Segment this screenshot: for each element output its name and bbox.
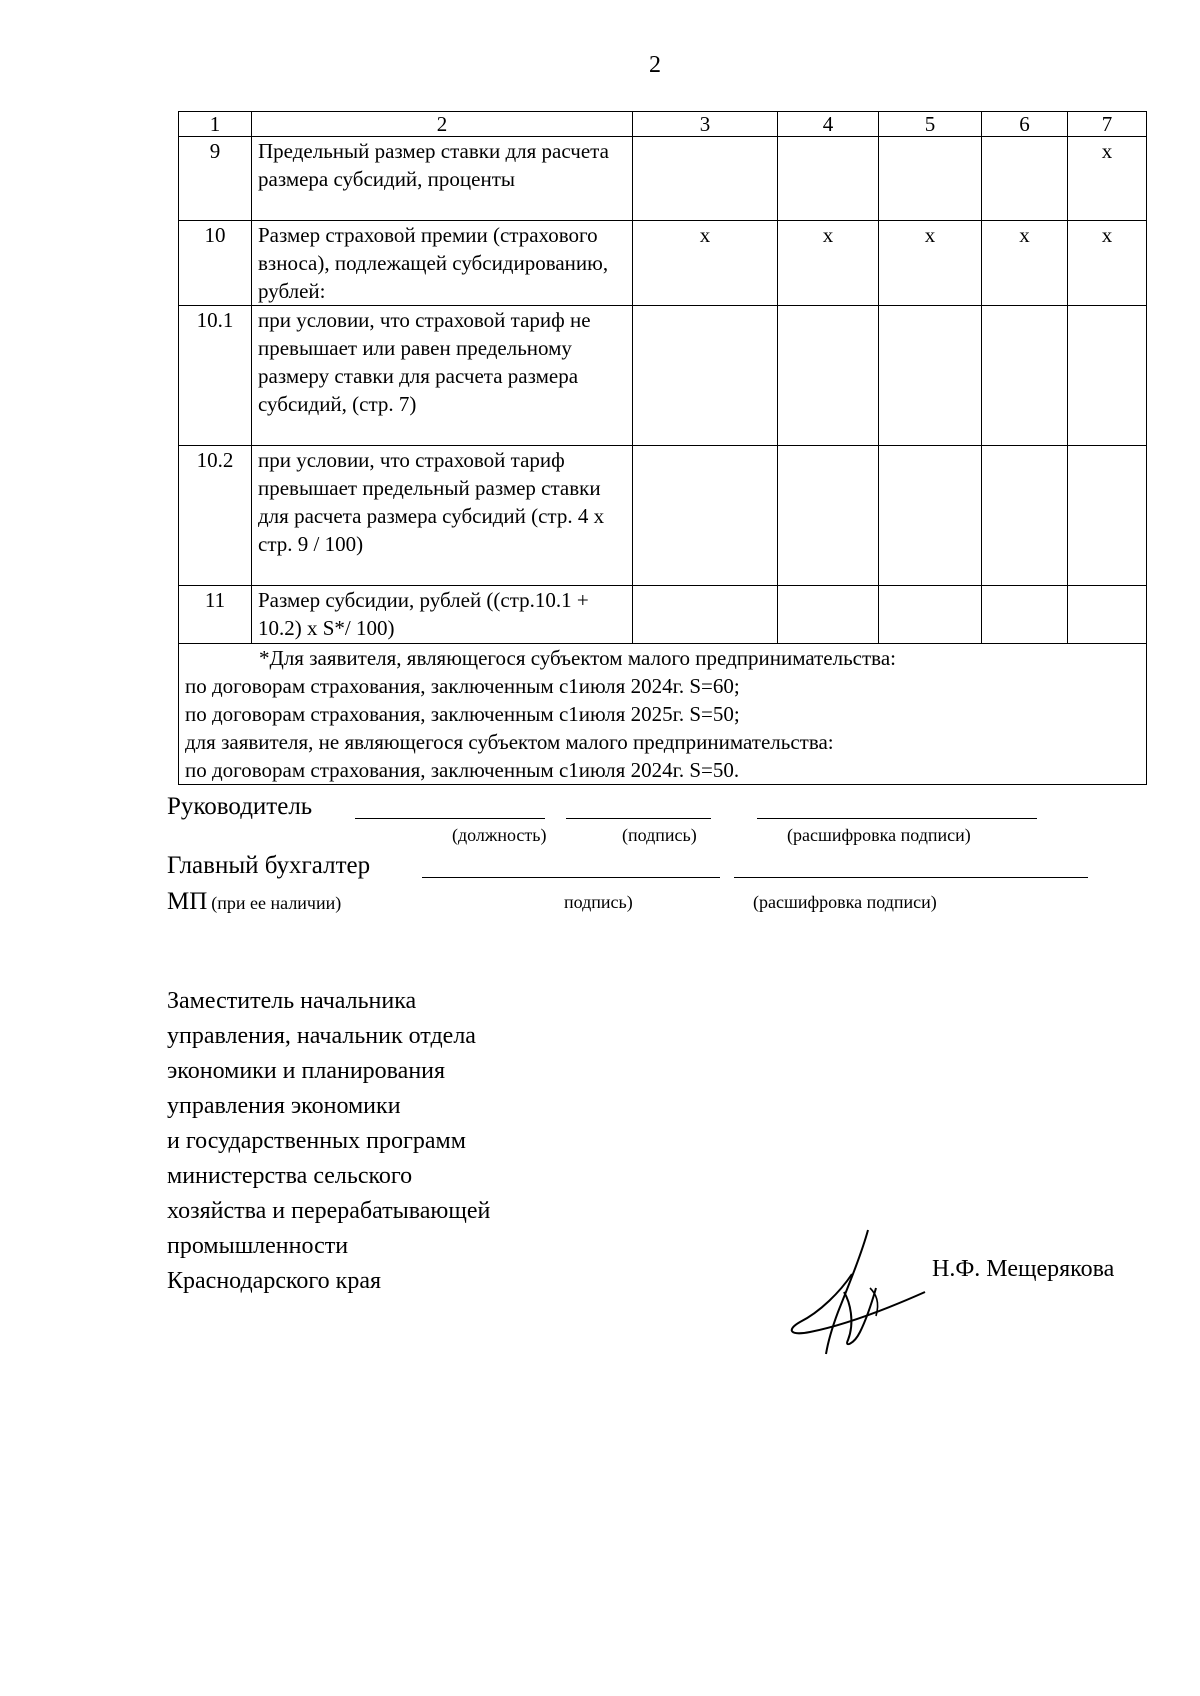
- subsidy-table: [178, 111, 1147, 785]
- decoding-line: [757, 818, 1037, 819]
- position-line-text: и государственных программ: [167, 1128, 466, 1154]
- row-description: при условии, что страховой тариф превышает предельный размер ставки для расчета размера субсидий (стр. 4 х стр. 9 / 100): [252, 446, 633, 586]
- position-line-text: Краснодарского края: [167, 1268, 382, 1294]
- column-header: 3: [633, 112, 778, 137]
- footnote-line: по договорам страхования, заключенным с1июля 2024г. S=60;: [185, 674, 740, 698]
- head-label: Руководитель: [167, 793, 313, 820]
- row-number: 10: [179, 221, 252, 306]
- table-cell: x: [982, 221, 1068, 306]
- chief-decoding-line: [734, 877, 1088, 878]
- footnote-line: *Для заявителя, являющегося субъектом малого предпринимательства:: [259, 646, 896, 670]
- table-cell: [778, 586, 879, 644]
- table-cell: x: [1068, 137, 1147, 221]
- row-description: Размер субсидии, рублей ((стр.10.1 + 10.2) х S*/ 100): [252, 586, 633, 644]
- position-line: [355, 818, 545, 819]
- footnote-line: по договорам страхования, заключенным с1июля 2024г. S=50.: [185, 758, 740, 782]
- table-cell: [879, 306, 982, 446]
- table-cell: [879, 446, 982, 586]
- table-row: [179, 306, 1147, 446]
- table-row: [179, 221, 1147, 306]
- row-description: при условии, что страховой тариф не превышает или равен предельному размеру ставки для расчета размера субсидий, (стр. 7): [252, 306, 633, 446]
- handwritten-signature: [780, 1222, 940, 1362]
- signatory-name: Н.Ф. Мещерякова: [932, 1256, 1115, 1282]
- table-row: [179, 446, 1147, 586]
- position-line-text: министерства сельского: [167, 1163, 413, 1189]
- table-cell: [879, 586, 982, 644]
- table-cell: x: [1068, 221, 1147, 306]
- row-description: Предельный размер ставки для расчета размера субсидий, проценты: [252, 137, 633, 221]
- mp-block: [167, 888, 341, 916]
- table-cell: [778, 137, 879, 221]
- row-number: 11: [179, 586, 252, 644]
- footnote-line: по договорам страхования, заключенным с1июля 2025г. S=50;: [185, 702, 740, 726]
- signature-caption-2: подпись): [564, 892, 633, 912]
- column-header: 6: [982, 112, 1068, 137]
- column-header: 1: [179, 112, 252, 137]
- mp-label: МП: [167, 888, 208, 915]
- table-cell: x: [879, 221, 982, 306]
- row-number: 10.2: [179, 446, 252, 586]
- signature-caption: (подпись): [622, 825, 697, 845]
- table-cell: [1068, 586, 1147, 644]
- table-cell: [778, 446, 879, 586]
- row-number: 10.1: [179, 306, 252, 446]
- position-line-text: Заместитель начальника: [167, 988, 417, 1014]
- table-cell: [982, 306, 1068, 446]
- mp-note: (при ее наличии): [211, 893, 342, 913]
- table-cell: x: [633, 221, 778, 306]
- column-header: 5: [879, 112, 982, 137]
- table-cell: [633, 137, 778, 221]
- table-cell: [982, 446, 1068, 586]
- table-row: [179, 586, 1147, 644]
- position-caption: (должность): [452, 825, 547, 845]
- position-line-text: управления экономики: [167, 1093, 401, 1119]
- decoding-caption: (расшифровка подписи): [787, 825, 971, 845]
- signature-line: [566, 818, 711, 819]
- footnote-line: для заявителя, не являющегося субъектом малого предпринимательства:: [185, 730, 834, 754]
- table-cell: [633, 586, 778, 644]
- page-number: 2: [649, 52, 661, 78]
- position-line-text: управления, начальник отдела: [167, 1023, 476, 1049]
- row-number: 9: [179, 137, 252, 221]
- signatory-position: [167, 984, 490, 1299]
- table-cell: [1068, 306, 1147, 446]
- table-cell: x: [778, 221, 879, 306]
- table-cell: [879, 137, 982, 221]
- chief-signature-line: [422, 877, 720, 878]
- column-header: 7: [1068, 112, 1147, 137]
- row-description: Размер страховой премии (страхового взноса), подлежащей субсидированию, рублей:: [252, 221, 633, 306]
- position-line-text: промышленности: [167, 1233, 349, 1259]
- position-line-text: экономики и планирования: [167, 1058, 446, 1084]
- column-header: 2: [252, 112, 633, 137]
- table-cell: [982, 137, 1068, 221]
- chief-accountant-label: Главный бухгалтер: [167, 852, 371, 879]
- column-header: 4: [778, 112, 879, 137]
- footnote-row: [179, 644, 1147, 785]
- table-cell: [633, 306, 778, 446]
- table-cell: [1068, 446, 1147, 586]
- position-line-text: хозяйства и перерабатывающей: [167, 1198, 491, 1224]
- table-cell: [633, 446, 778, 586]
- footnote: [179, 644, 1147, 785]
- table-cell: [778, 306, 879, 446]
- table-cell: [982, 586, 1068, 644]
- decoding-caption-2: (расшифровка подписи): [753, 892, 937, 912]
- table-header-row: [179, 112, 1147, 137]
- table-row: [179, 137, 1147, 221]
